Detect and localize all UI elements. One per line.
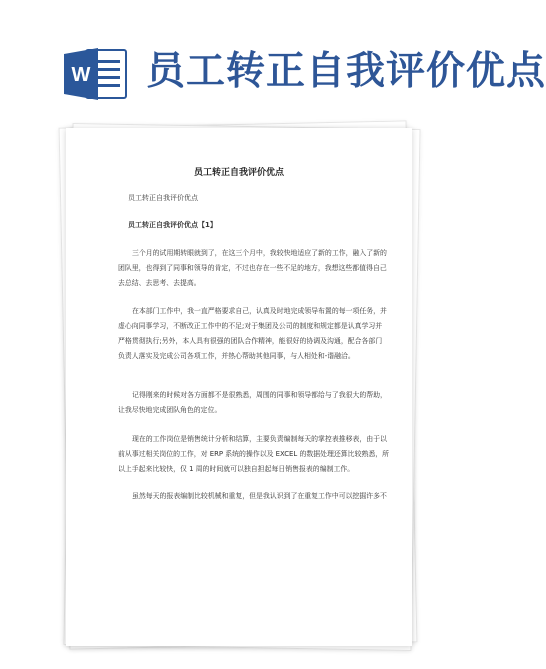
document-section-heading: 员工转正自我评价优点【1】: [128, 221, 217, 229]
paragraph-2: [118, 304, 387, 364]
paragraph-line: 以上手起来比较快，仅 1 周的时间就可以独自担起每日销售报表的编制工作。: [118, 465, 355, 473]
paragraph-line: 在本部门工作中，我一直严格要求自己，认真及时地完成领导布置的每一项任务，并: [132, 307, 387, 315]
paragraph-line: 去总结、去思考、去提高。: [118, 279, 201, 287]
paragraph-line: 记得刚来的时候对各方面都不是很熟悉，周围的同事和领导都给与了我很大的帮助，: [132, 391, 387, 399]
header-banner: [0, 0, 546, 120]
paragraph-line: 团队里，也得到了同事和领导的肯定，不过也存在一些不足的地方，我想这些都值得自己: [118, 264, 387, 272]
paragraph-1: [118, 246, 387, 291]
document-subheading: 员工转正自我评价优点: [128, 194, 198, 202]
paragraph-5: [118, 489, 387, 504]
word-icon: [64, 46, 130, 102]
banner-title: 员工转正自我评价优点: [146, 49, 546, 94]
paragraph-line: 严格贯彻执行;另外，本人具有很强的团队合作精神，能很好的协调及沟通，配合各部门: [118, 337, 383, 345]
paragraph-4: [118, 432, 390, 477]
document-page: [66, 128, 412, 646]
paragraph-line: 现在的工作岗位是销售统计分析和结算，主要负责编制每天的掌控表推移表，由于以: [132, 435, 387, 443]
paragraph-3: [118, 388, 387, 418]
paragraph-line: 虽然每天的报表编制比较机械和重复，但是我认识到了在重复工作中可以挖掘许多不: [132, 492, 387, 500]
paragraph-line: 让我尽快地完成团队角色的定位。: [118, 406, 222, 414]
word-logo-letter: W: [71, 64, 91, 86]
paragraph-line: 三个月的试用期转眼就到了，在这三个月中，我较快地适应了新的工作，融入了新的: [132, 249, 387, 257]
document-title: 员工转正自我评价优点: [193, 168, 284, 178]
paragraph-line: 负责人落实及完成公司各项工作，并热心帮助其他同事，与人相处和-谐融洽。: [118, 352, 355, 360]
paragraph-line: 前从事过相关岗位的工作，对 ERP 系统的操作以及 EXCEL 的数据处理还算比较熟悉，所: [118, 450, 390, 458]
paragraph-line: 虚心向同事学习，不断改正工作中的不足;对于集团及公司的制度和规定都是认真学习并: [118, 322, 383, 330]
